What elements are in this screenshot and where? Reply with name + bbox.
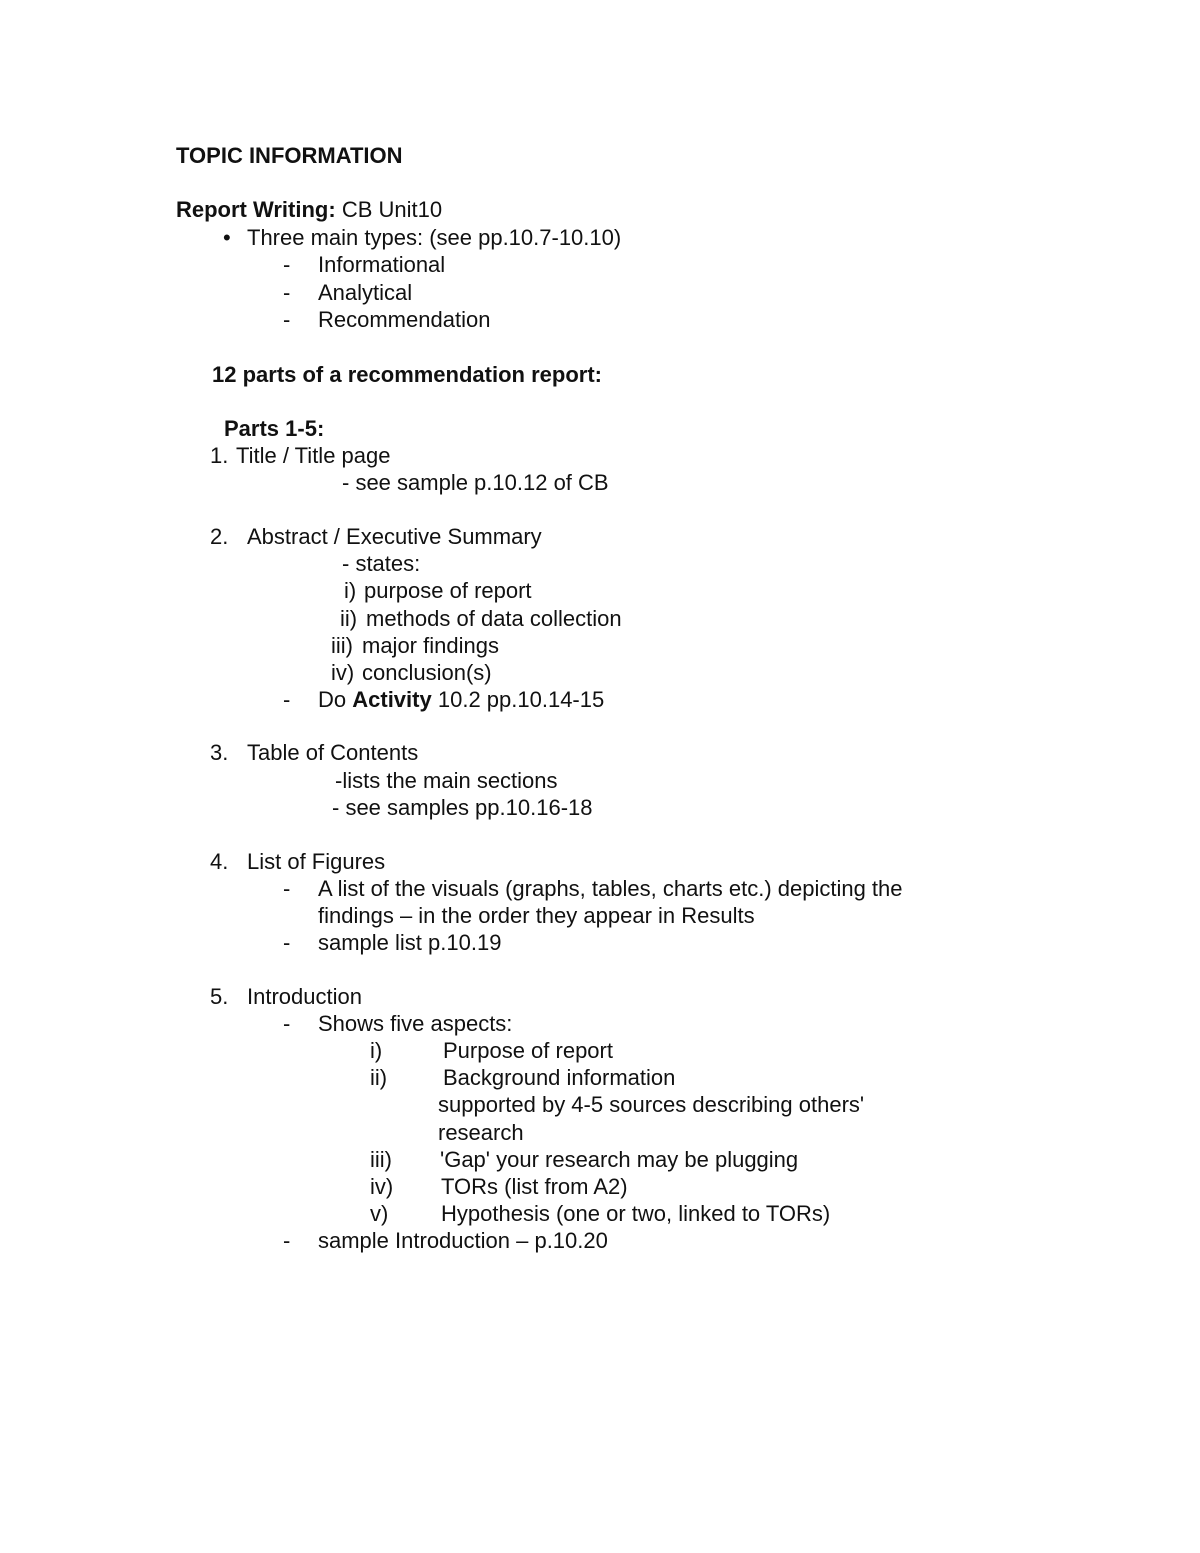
part-number: 4. xyxy=(210,849,229,874)
sub-item-number: ii) xyxy=(370,1065,388,1090)
sub-item-text: TORs (list from A2) xyxy=(441,1174,628,1199)
part-note: - see sample p.10.12 of CB xyxy=(342,470,609,495)
part-title: Title / Title page xyxy=(236,443,391,468)
sub-item-continued: research xyxy=(438,1120,524,1145)
report-writing-label: Report Writing: xyxy=(176,197,336,222)
activity-pre: Do xyxy=(318,687,347,712)
dash-marker: - xyxy=(283,280,291,305)
part-note: Shows five aspects: xyxy=(318,1011,513,1036)
part-title: List of Figures xyxy=(247,849,386,874)
part-note: sample list p.10.19 xyxy=(318,930,502,955)
part-number: 2. xyxy=(210,524,229,549)
dash-marker: - xyxy=(283,1011,291,1036)
sub-item-number: iii) xyxy=(370,1147,392,1172)
parts-subheading: Parts 1-5: xyxy=(224,416,325,441)
sub-item-text: 'Gap' your research may be plugging xyxy=(440,1147,799,1172)
sub-item-number: v) xyxy=(370,1201,389,1226)
part-title: Introduction xyxy=(247,984,362,1009)
sub-item-text: conclusion(s) xyxy=(362,660,492,685)
part-note: A list of the visuals (graphs, tables, charts etc.) depicting the xyxy=(318,876,903,901)
part-note: sample Introduction – p.10.20 xyxy=(318,1228,608,1253)
dash-marker: - xyxy=(283,1228,291,1253)
part-title: Abstract / Executive Summary xyxy=(247,524,542,549)
report-writing-value: CB Unit10 xyxy=(341,197,443,222)
part-note: -lists the main sections xyxy=(335,768,558,793)
activity-line xyxy=(318,687,604,713)
sub-item-number: i) xyxy=(344,578,357,603)
part-note: - see samples pp.10.16-18 xyxy=(332,795,593,820)
sub-item-continued: supported by 4-5 sources describing others' xyxy=(438,1092,865,1117)
part-number: 5. xyxy=(210,984,229,1009)
part-note: - states: xyxy=(342,551,421,576)
part-note-continued: findings – in the order they appear in Results xyxy=(318,903,755,928)
document-title: TOPIC INFORMATION xyxy=(176,143,403,168)
sub-item-text: Purpose of report xyxy=(443,1038,613,1063)
sub-item-number: iv) xyxy=(370,1174,394,1199)
sub-item-text: methods of data collection xyxy=(366,606,622,631)
sub-item-text: purpose of report xyxy=(364,578,532,603)
bullet-icon: • xyxy=(223,225,231,250)
activity-post: 10.2 pp.10.14-15 xyxy=(437,687,605,712)
part-number: 3. xyxy=(210,740,229,765)
sub-item-number: i) xyxy=(370,1038,383,1063)
dash-marker: - xyxy=(283,252,291,277)
sub-item-text: Background information xyxy=(443,1065,676,1090)
type-item: Informational xyxy=(318,252,446,277)
types-intro: Three main types: (see pp.10.7-10.10) xyxy=(247,225,622,250)
dash-marker: - xyxy=(283,307,291,332)
report-writing-line xyxy=(176,197,442,223)
part-number: 1. xyxy=(210,443,229,468)
dash-marker: - xyxy=(283,687,291,712)
sub-item-number: ii) xyxy=(340,606,358,631)
sub-item-text: major findings xyxy=(362,633,499,658)
part-title: Table of Contents xyxy=(247,740,419,765)
sub-item-number: iv) xyxy=(331,660,355,685)
activity-label: Activity xyxy=(352,687,432,712)
dash-marker: - xyxy=(283,930,291,955)
sub-item-number: iii) xyxy=(331,633,353,658)
type-item: Recommendation xyxy=(318,307,491,332)
sub-item-text: Hypothesis (one or two, linked to TORs) xyxy=(441,1201,831,1226)
type-item: Analytical xyxy=(318,280,413,305)
parts-heading: 12 parts of a recommendation report: xyxy=(212,362,602,387)
dash-marker: - xyxy=(283,876,291,901)
